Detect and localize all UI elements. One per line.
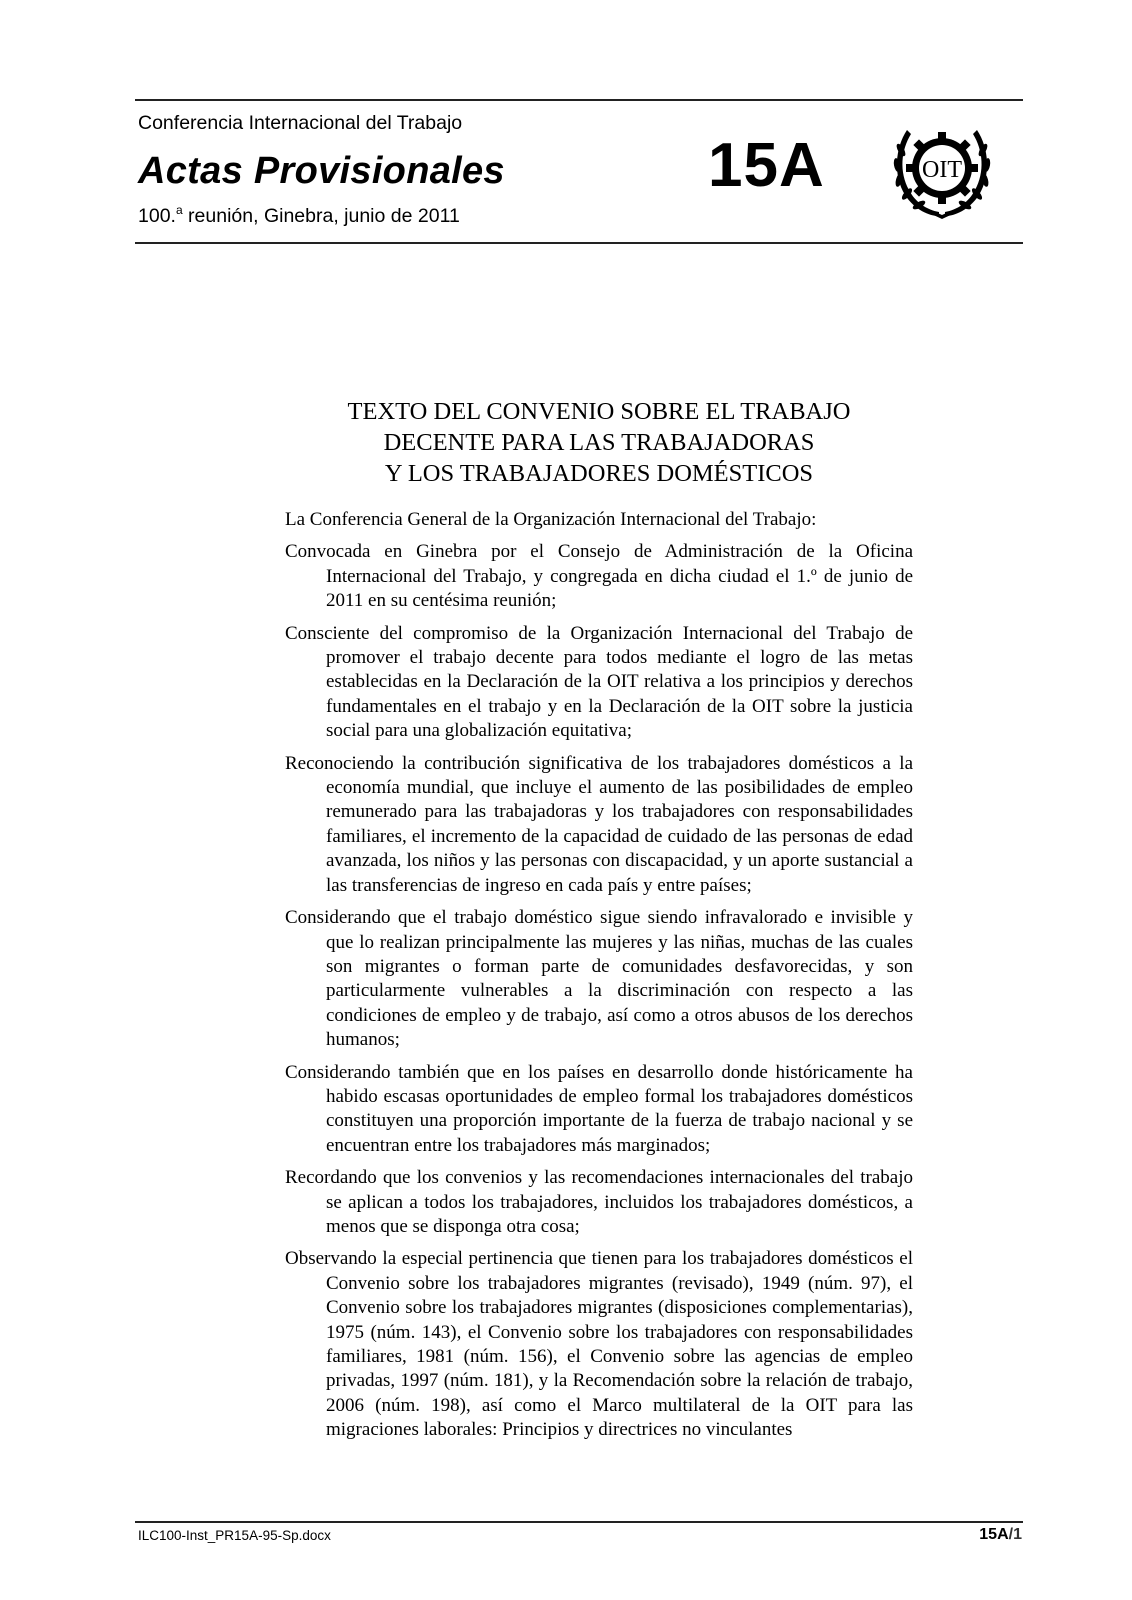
logo-text: OIT (922, 157, 962, 183)
document-body (285, 508, 913, 1451)
footer-page-code: 15A (979, 1526, 1009, 1543)
header-bottom-rule (135, 242, 1023, 244)
session-info (138, 205, 460, 228)
footer-page-number (979, 1526, 1022, 1544)
document-code: 15A (708, 131, 825, 200)
document-title (285, 396, 913, 489)
preamble-paragraph: Convocada en Ginebra por el Consejo de Administración de la Oficina Internacional del Trabajo, y congregada en dicha ciudad el 1.º de junio de 2011 en su centésima reunión; (285, 541, 913, 612)
preamble-intro: La Conferencia General de la Organización Internacional del Trabajo: (285, 509, 817, 530)
footer-rule (135, 1521, 1023, 1523)
title-line: TEXTO DEL CONVENIO SOBRE EL TRABAJO (347, 398, 851, 425)
footer-page-num: 1 (1013, 1526, 1022, 1543)
publication-title: Actas Provisionales (138, 150, 505, 192)
ilo-emblem-icon (887, 120, 997, 220)
preamble-paragraph: Reconociendo la contribución significativa de los trabajadores domésticos a la economía mundial, que incluye el aumento de las posibilidades de empleo remunerado para las trabajadoras y los trabajadores con responsabilidades familiares, el incremento de la capacidad de cuidado de las personas de edad avanzada, los niños y las personas con discapacidad, y un aporte sustancial a las transferencias de ingreso en cada país y entre países; (285, 752, 913, 896)
preamble-paragraph: Consciente del compromiso de la Organización Internacional del Trabajo de promover el trabajo decente para todos mediante el logro de las metas establecidas en la Declaración de la OIT relativa a los principios y derechos fundamentales en el trabajo y en la Declaración de la OIT sobre la justicia social para una globalización equitativa; (285, 622, 913, 742)
title-line: DECENTE PARA LAS TRABAJADORAS (383, 429, 815, 456)
session-ordinal: a (175, 203, 183, 217)
preamble-paragraph: Recordando que los convenios y las recomendaciones internacionales del trabajo se aplican a todos los trabajadores, incluidos los trabajadores domésticos, a menos que se disponga otra cosa; (285, 1167, 913, 1237)
footer-page-sep: / (1008, 1526, 1014, 1543)
preamble-paragraph: Considerando también que en los países en desarrollo donde históricamente ha habido escasas oportunidades de empleo formal los trabajadores domésticos constituyen una proporción importante de la fuerza de trabajo nacional y se encuentran entre los trabajadores más marginados; (285, 1061, 913, 1156)
session-details: reunión, Ginebra, junio de 2011 (182, 205, 460, 227)
title-line: Y LOS TRABAJADORES DOMÉSTICOS (384, 460, 814, 487)
session-number: 100. (138, 205, 176, 227)
conference-name: Conferencia Internacional del Trabajo (138, 112, 463, 134)
preamble-paragraph: Observando la especial pertinencia que tienen para los trabajadores domésticos el Convenio sobre los trabajadores migrantes (revisado), 1949 (núm. 97), el Convenio sobre los trabajadores migrantes (disposiciones complementarias), 1975 (núm. 143), el Convenio sobre los trabajadores con responsabilidades familiares, 1981 (núm. 156), el Convenio sobre las agencias de empleo privadas, 1997 (núm. 181), y la Recomendación sobre la relación de trabajo, 2006 (núm. 198), así como el Marco multilateral de la OIT para las migraciones laborales: Principios y directrices no vinculantes (285, 1248, 913, 1441)
header-top-rule (135, 99, 1023, 101)
preamble-paragraph: Considerando que el trabajo doméstico sigue siendo infravalorado e invisible y que lo realizan principalmente las mujeres y las niñas, muchas de las cuales son migrantes o forman parte de comunidades desfavorecidas, y son particularmente vulnerables a la discriminación con respecto a las condiciones de empleo y de trabajo, así como a otros abusos de los derechos humanos; (285, 907, 913, 1051)
footer-filename: ILC100-Inst_PR15A-95-Sp.docx (138, 1528, 331, 1543)
